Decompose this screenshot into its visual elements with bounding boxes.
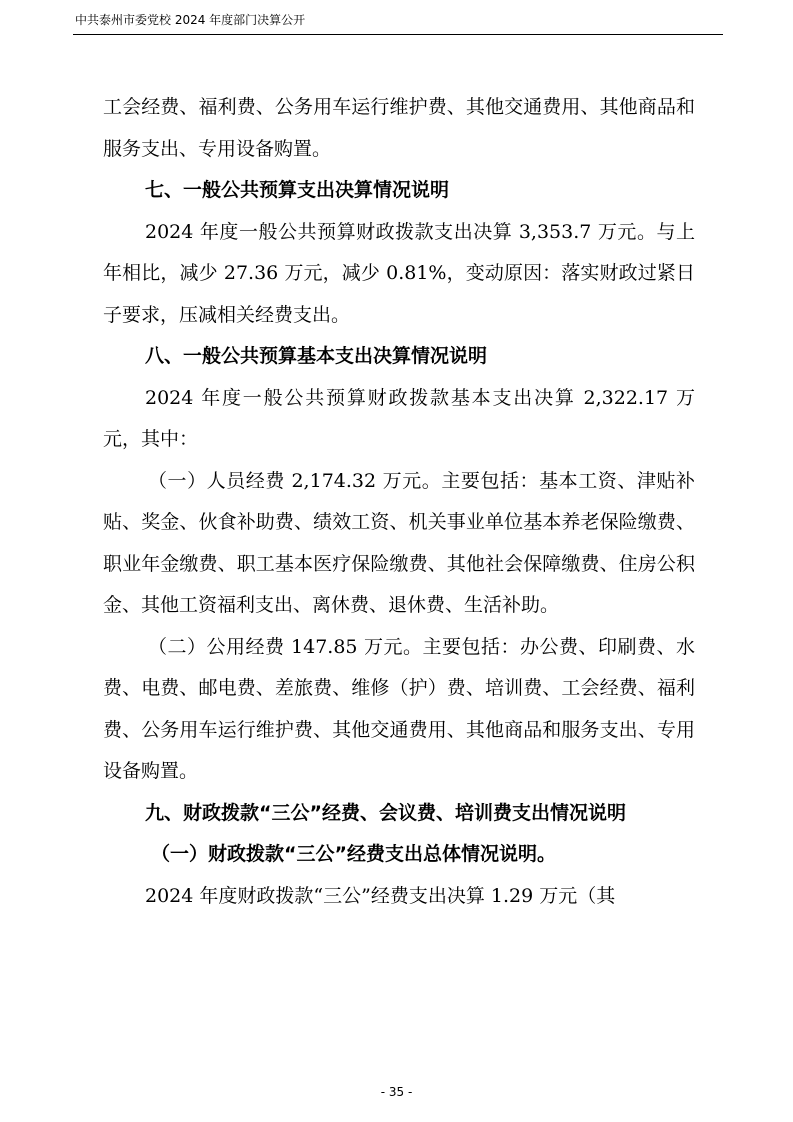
subsection-heading-three-public: （一）财政拨款“三公”经费支出总体情况说明。	[151, 843, 556, 865]
document-header: 中共泰州市委党校 2024 年度部门决算公开	[75, 13, 306, 27]
paragraph-public-costs: （二）公用经费 147.85 万元。主要包括：办公费、印刷费、水费、电费、邮电费、差旅费、维修（护）费、培训费、工会经费、福利费、公务用车运行维护费、其他交通费用、其他商品和服务支出、专用设备购置。	[103, 635, 695, 782]
paragraph-three-public-summary: 2024 年度财政拨款“三公”经费支出决算 1.29 万元（其	[145, 884, 616, 907]
paragraph-general-expenditure: 2024 年度一般公共预算财政拨款支出决算 3,353.7 万元。与上年相比，减少 27.36 万元，减少 0.81%，变动原因：落实财政过紧日子要求，压减相关经费支出。	[103, 220, 695, 326]
paragraph-basic-expenditure: 2024 年度一般公共预算财政拨款基本支出决算 2,322.17 万元，其中：	[103, 386, 695, 450]
paragraph-personnel-costs: （一）人员经费 2,174.32 万元。主要包括：基本工资、津贴补贴、奖金、伙食补助费、绩效工资、机关事业单位基本养老保险缴费、职业年金缴费、职工基本医疗保险缴费、其他社会保障缴费、住房公积金、其他工资福利支出、离休费、退休费、生活补助。	[103, 469, 695, 616]
page-number: - 35 -	[380, 1085, 413, 1099]
section-heading-7: 七、一般公共预算支出决算情况说明	[145, 179, 450, 201]
paragraph-continuation: 工会经费、福利费、公务用车运行维护费、其他交通费用、其他商品和服务支出、专用设备购置。	[103, 96, 695, 160]
section-heading-9: 九、财政拨款“三公”经费、会议费、培训费支出情况说明	[145, 801, 626, 824]
document-body	[103, 87, 695, 917]
section-heading-8: 八、一般公共预算基本支出决算情况说明	[145, 345, 488, 367]
header-divider	[73, 34, 723, 35]
